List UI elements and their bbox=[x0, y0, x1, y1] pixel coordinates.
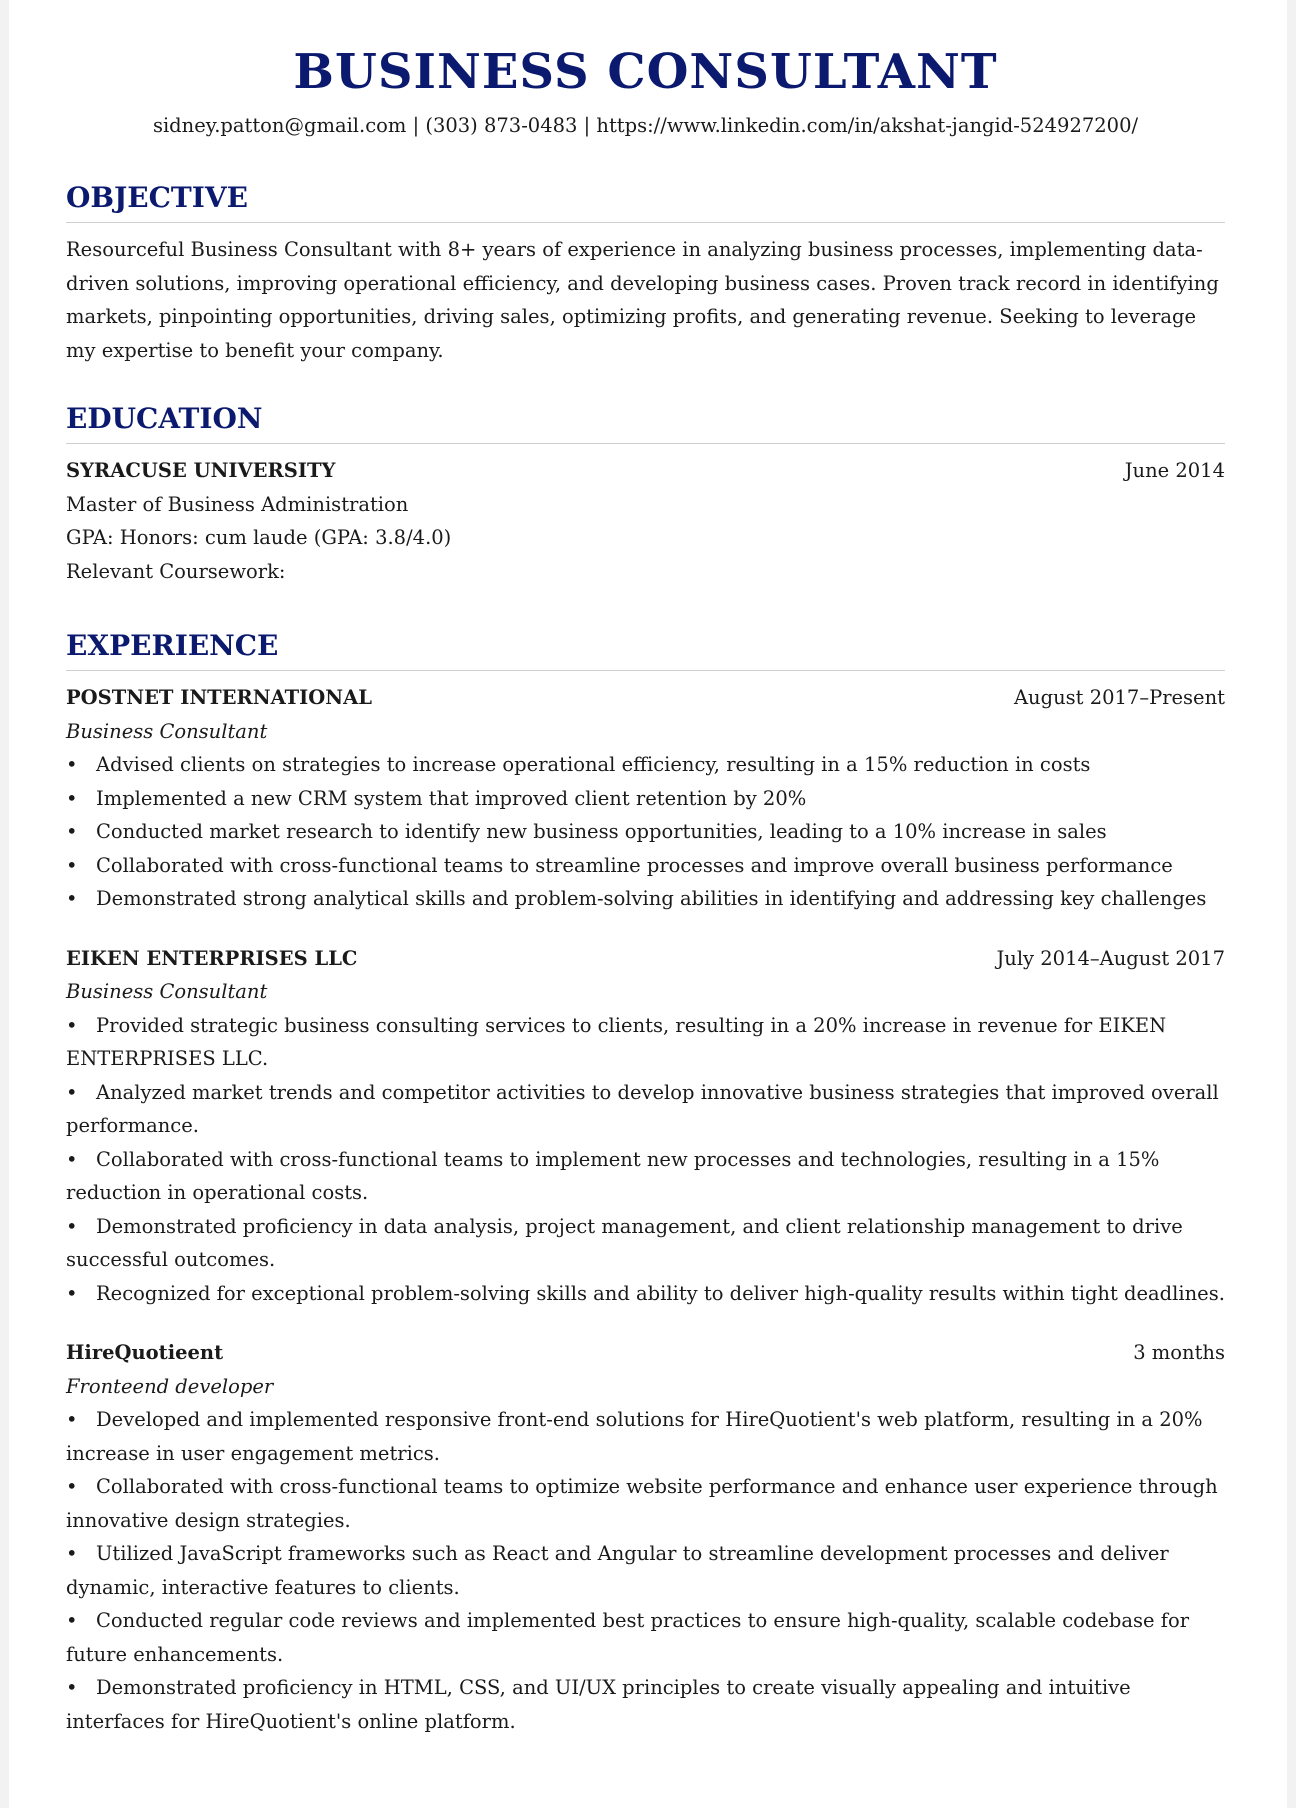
bullet-item bbox=[66, 1537, 1225, 1604]
bullet-icon: • bbox=[66, 820, 78, 843]
gpa: GPA: Honors: cum laude (GPA: 3.8/4.0) bbox=[66, 526, 452, 549]
bullet-icon: • bbox=[66, 887, 78, 910]
company-name: EIKEN ENTERPRISES LLC bbox=[66, 946, 358, 970]
coursework: Relevant Coursework: bbox=[66, 559, 286, 583]
bullet-text: Demonstrated strong analytical skills and problem-solving abilities in identifying and addressing key challenges bbox=[96, 887, 1207, 910]
education-section bbox=[66, 401, 1225, 588]
job-entry bbox=[66, 1336, 1225, 1738]
bullet-icon: • bbox=[66, 853, 78, 877]
job-role: Business Consultant bbox=[66, 980, 268, 1003]
school-name: SYRACUSE UNIVERSITY bbox=[66, 459, 336, 482]
job-bullets bbox=[66, 1009, 1225, 1311]
bullet-icon: • bbox=[66, 786, 78, 810]
resume-page bbox=[9, 0, 1287, 1808]
company-name: POSTNET INTERNATIONAL bbox=[66, 686, 372, 709]
bullet-item bbox=[66, 1210, 1225, 1277]
bullet-item bbox=[66, 1277, 1225, 1311]
bullet-text: Analyzed market trends and competitor activities to develop innovative business strategies that improved overall performance. bbox=[66, 1080, 1219, 1137]
bullet-text: Collaborated with cross-functional teams to streamline processes and improve overall business performance bbox=[96, 853, 1173, 877]
experience-heading: EXPERIENCE bbox=[66, 628, 1225, 671]
bullet-item bbox=[66, 1470, 1225, 1537]
bullet-text: Recognized for exceptional problem-solving skills and ability to deliver high-quality results within tight deadlines. bbox=[96, 1281, 1225, 1305]
degree: Master of Business Administration bbox=[66, 492, 409, 516]
bullet-item bbox=[66, 1604, 1225, 1671]
bullet-item bbox=[66, 1143, 1225, 1210]
job-dates: 3 months bbox=[1133, 1341, 1225, 1364]
job-header-row bbox=[66, 681, 1225, 715]
job-bullets bbox=[66, 1403, 1225, 1738]
bullet-text: Utilized JavaScript frameworks such as React and Angular to streamline development processes and deliver dynamic, interactive features to clients. bbox=[66, 1542, 1169, 1599]
objective-heading: OBJECTIVE bbox=[66, 180, 1225, 223]
page-title: BUSINESS CONSULTANT bbox=[293, 44, 998, 100]
bullet-icon: • bbox=[66, 1676, 78, 1699]
bullet-item bbox=[66, 782, 1225, 816]
job-role: Fronteend developer bbox=[66, 1374, 274, 1398]
job-header-row bbox=[66, 942, 1225, 976]
bullet-item bbox=[66, 815, 1225, 849]
experience-section bbox=[66, 628, 1225, 1738]
bullet-icon: • bbox=[66, 753, 78, 776]
job-dates: August 2017–Present bbox=[1013, 686, 1225, 709]
bullet-item bbox=[66, 1403, 1225, 1470]
bullet-icon: • bbox=[66, 1214, 78, 1238]
education-header-row bbox=[66, 454, 1225, 488]
bullet-icon: • bbox=[66, 1080, 78, 1104]
job-entry bbox=[66, 681, 1225, 916]
company-name: HireQuotieent bbox=[66, 1341, 224, 1364]
objective-section bbox=[66, 180, 1225, 367]
bullet-icon: • bbox=[66, 1147, 78, 1171]
bullet-text: Demonstrated proficiency in data analysis, project management, and client relationship management to drive successful outcomes. bbox=[66, 1214, 1183, 1271]
bullet-icon: • bbox=[66, 1408, 78, 1431]
bullet-icon: • bbox=[66, 1281, 78, 1305]
bullet-text: Demonstrated proficiency in HTML, CSS, and UI/UX principles to create visually appealing and intuitive interfaces for HireQuotient's online platform. bbox=[66, 1676, 1131, 1733]
job-bullets bbox=[66, 748, 1225, 916]
job-entry bbox=[66, 942, 1225, 1311]
bullet-text: Developed and implemented responsive front-end solutions for HireQuotient's web platform, resulting in a 20% increase in user engagement metrics. bbox=[66, 1408, 1203, 1465]
bullet-item bbox=[66, 1076, 1225, 1143]
bullet-text: Conducted market research to identify new business opportunities, leading to a 10% increase in sales bbox=[96, 820, 1107, 843]
bullet-text: Collaborated with cross-functional teams to implement new processes and technologies, resulting in a 15% reduction in operational costs. bbox=[66, 1147, 1160, 1204]
bullet-text: Conducted regular code reviews and implemented best practices to ensure high-quality, scalable codebase for future enhancements. bbox=[66, 1609, 1190, 1666]
bullet-text: Collaborated with cross-functional teams to optimize website performance and enhance user experience through innovative design strategies. bbox=[66, 1475, 1218, 1532]
bullet-item bbox=[66, 849, 1225, 883]
graduation-date: June 2014 bbox=[1124, 459, 1225, 482]
bullet-icon: • bbox=[66, 1609, 78, 1632]
bullet-text: Implemented a new CRM system that improved client retention by 20% bbox=[96, 786, 807, 810]
job-role: Business Consultant bbox=[66, 719, 268, 743]
bullet-item bbox=[66, 1671, 1225, 1738]
bullet-text: Provided strategic business consulting services to clients, resulting in a 20% increase in revenue for EIKEN ENTERPRISES LLC. bbox=[66, 1013, 1167, 1070]
bullet-item bbox=[66, 1009, 1225, 1076]
job-dates: July 2014–August 2017 bbox=[996, 946, 1225, 970]
contact-line: sidney.patton@gmail.com | (303) 873-0483 | https://www.linkedin.com/in/akshat-jangid-524927200/ bbox=[152, 114, 1139, 137]
bullet-icon: • bbox=[66, 1475, 78, 1498]
bullet-item bbox=[66, 882, 1225, 916]
bullet-text: Advised clients on strategies to increase operational efficiency, resulting in a 15% reduction in costs bbox=[96, 753, 1091, 776]
bullet-icon: • bbox=[66, 1013, 78, 1037]
education-heading: EDUCATION bbox=[66, 401, 1225, 444]
bullet-item bbox=[66, 748, 1225, 782]
bullet-icon: • bbox=[66, 1542, 78, 1565]
job-header-row bbox=[66, 1336, 1225, 1370]
objective-text: Resourceful Business Consultant with 8+ years of experience in analyzing business processes, implementing data-driven solutions, improving operational efficiency, and developing business cases. Proven track record in identifying markets, pinpointing opportunities, driving sales, optimizing profits, and generating revenue. Seeking to leverage my expertise to benefit your company. bbox=[66, 238, 1219, 362]
